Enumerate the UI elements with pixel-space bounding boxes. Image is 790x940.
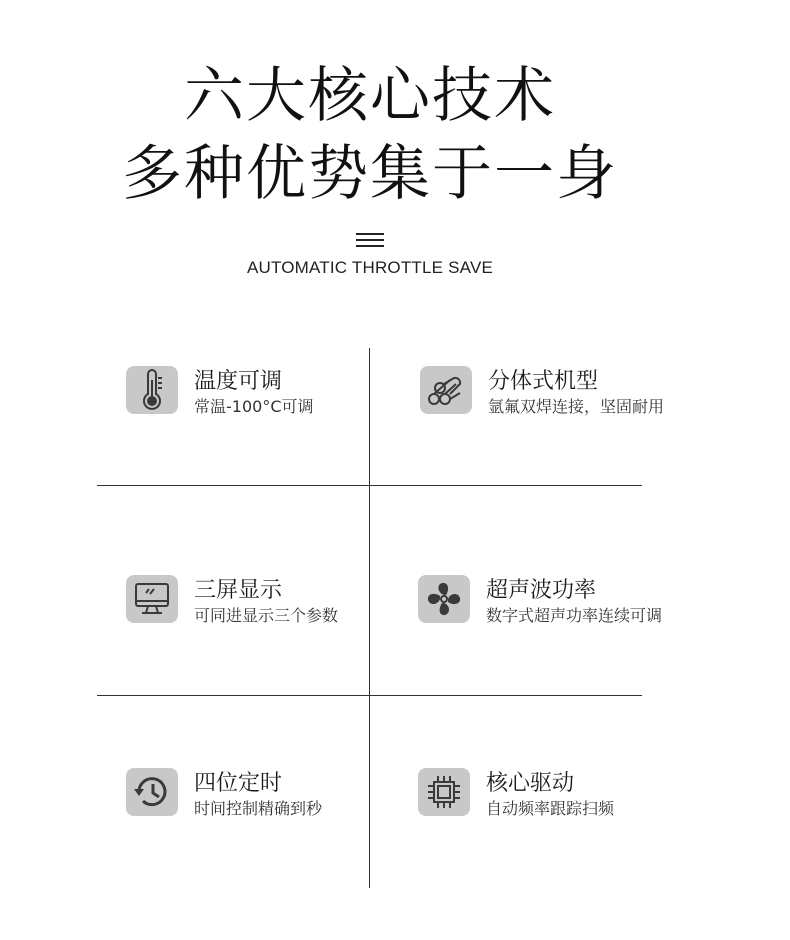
page-title-line1: 六大核心技术: [184, 61, 556, 131]
thermometer-icon: [126, 366, 178, 414]
vertical-divider: [369, 348, 370, 888]
page-title-line2: 多种优势集于一身: [122, 139, 618, 209]
monitor-icon: [126, 575, 178, 623]
feature-desc: 时间控制精确到秒: [194, 799, 323, 818]
fan-icon: [418, 575, 470, 623]
feature-title: 三屏显示: [194, 578, 283, 603]
feature-title: 超声波功率: [486, 578, 597, 603]
feature-desc: 可同进显示三个参数: [194, 606, 339, 625]
horizontal-divider-2: [97, 695, 642, 696]
page-subtitle: AUTOMATIC THROTTLE SAVE: [246, 258, 494, 277]
chip-icon: [418, 768, 470, 816]
horizontal-divider-1: [97, 485, 642, 486]
feature-title: 四位定时: [194, 771, 283, 796]
feature-desc: 常温-100°C可调: [194, 397, 314, 416]
feature-title: 分体式机型: [488, 369, 599, 394]
feature-desc: 氩氟双焊连接，坚固耐用: [488, 397, 665, 416]
feature-title: 核心驱动: [486, 771, 575, 796]
feature-title: 温度可调: [194, 369, 283, 394]
pipes-icon: [420, 366, 472, 414]
history-clock-icon: [126, 768, 178, 816]
menu-lines-icon: [356, 233, 384, 251]
feature-desc: 数字式超声功率连续可调: [486, 606, 663, 625]
feature-desc: 自动频率跟踪扫频: [486, 799, 615, 818]
